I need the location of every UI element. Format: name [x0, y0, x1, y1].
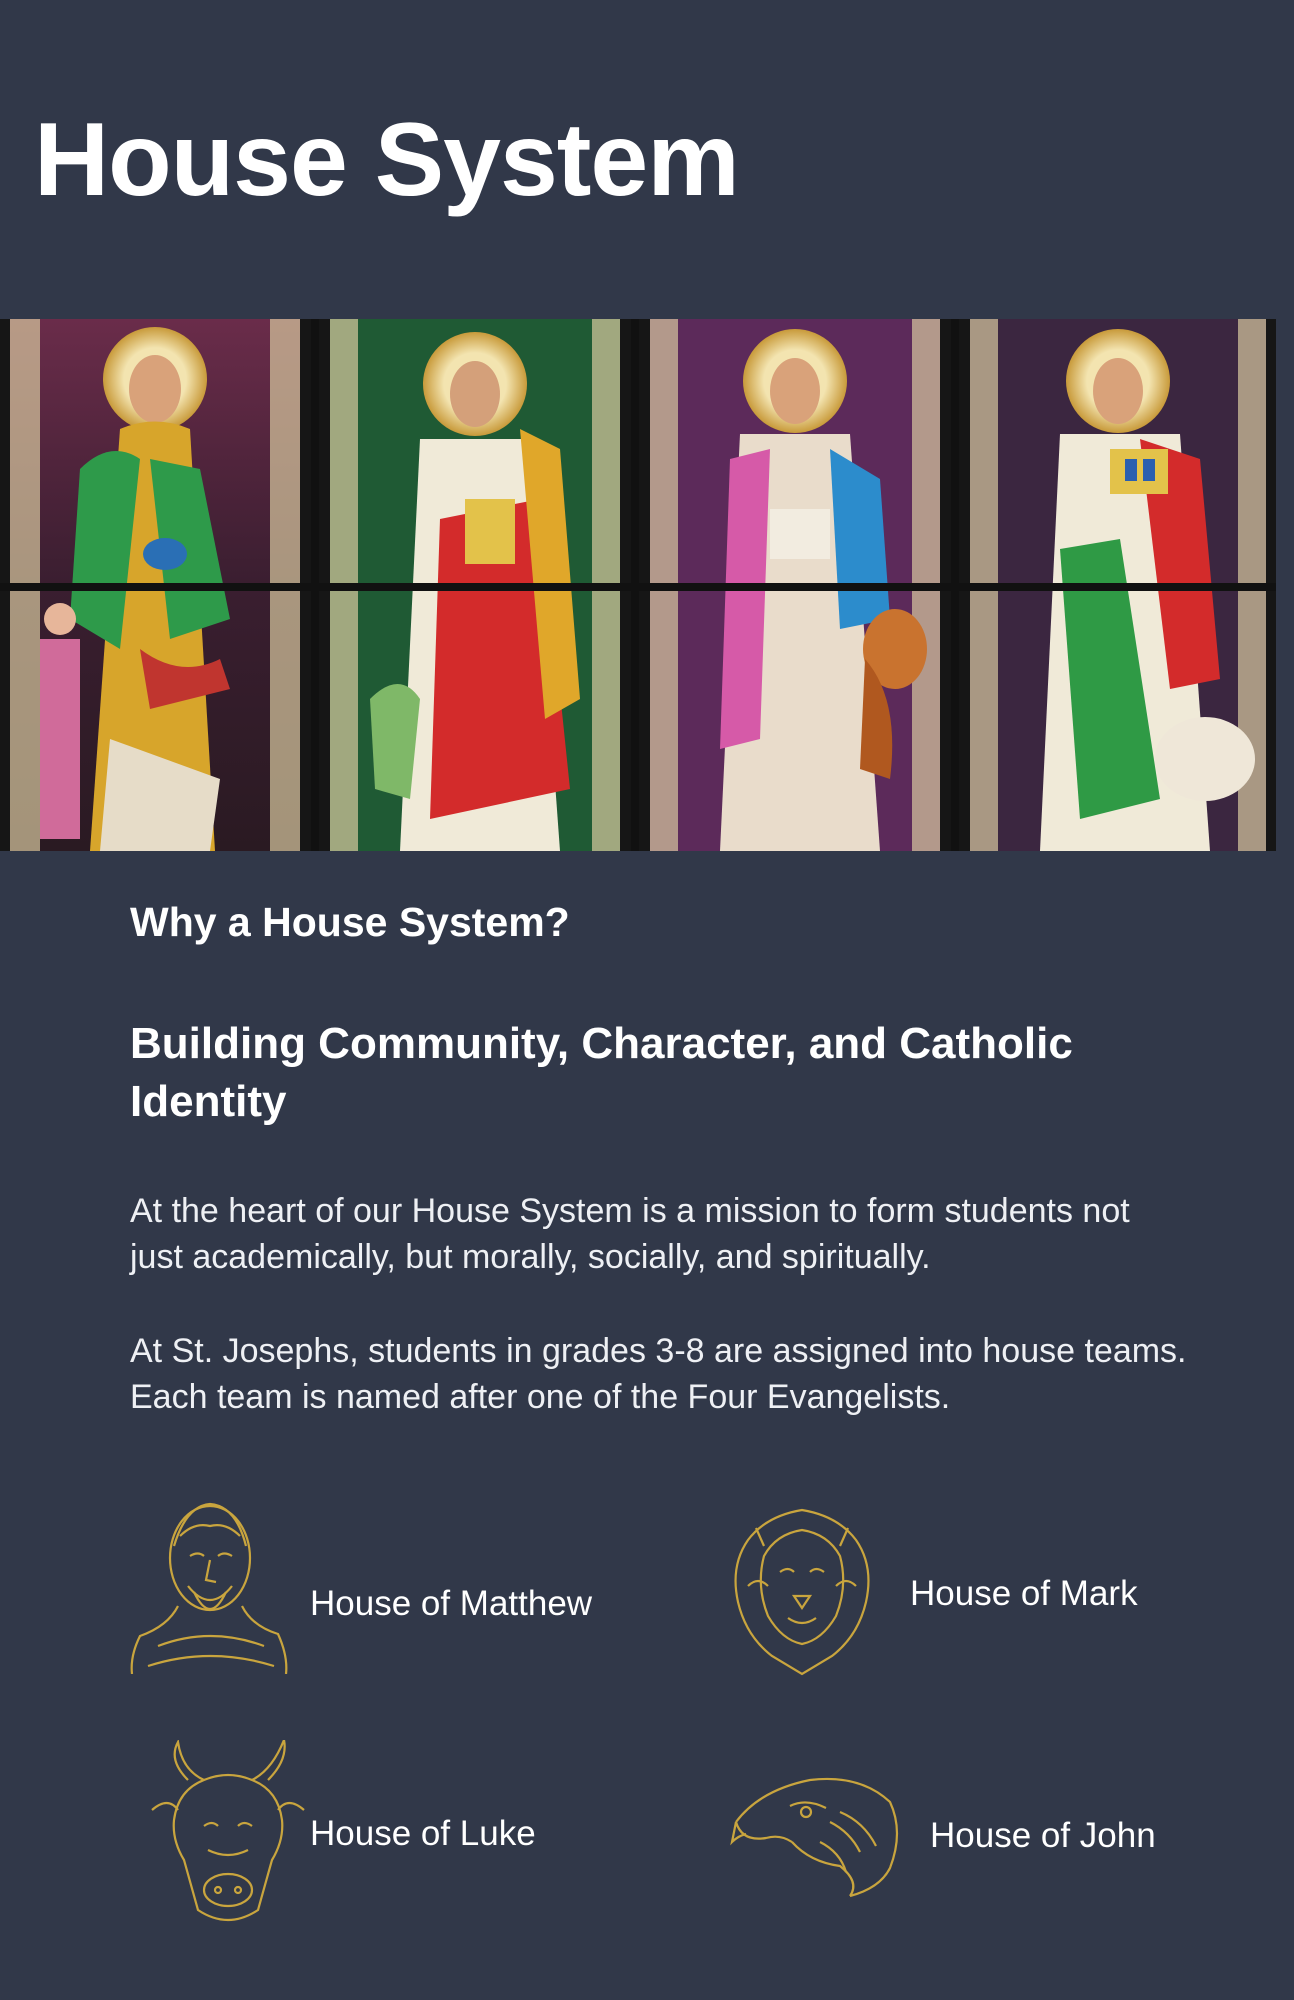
house-label-mark: House of Mark: [910, 1574, 1138, 1613]
house-label-luke: House of Luke: [310, 1814, 536, 1853]
intro-paragraph: At the heart of our House System is a mission to form students not just academically, but morally, socially, and spiritually.: [130, 1192, 1130, 1276]
house-teams-paragraph: At St. Josephs, students in grades 3-8 are assigned into house teams. Each team is named after one of the Four Evangelists.: [130, 1332, 1187, 1416]
eagle-icon: [730, 1772, 904, 1900]
stained-glass-banner: [0, 319, 1276, 851]
house-label-john: House of John: [930, 1816, 1156, 1855]
house-label-matthew: House of Matthew: [310, 1584, 593, 1623]
ox-icon: [148, 1740, 308, 1934]
section-subheading: Building Community, Character, and Catholic Identity: [130, 1019, 1073, 1126]
man-icon: [128, 1496, 290, 1674]
page-title: House System: [34, 102, 739, 218]
lion-icon: [728, 1506, 876, 1678]
section-heading: Why a House System?: [130, 899, 570, 945]
